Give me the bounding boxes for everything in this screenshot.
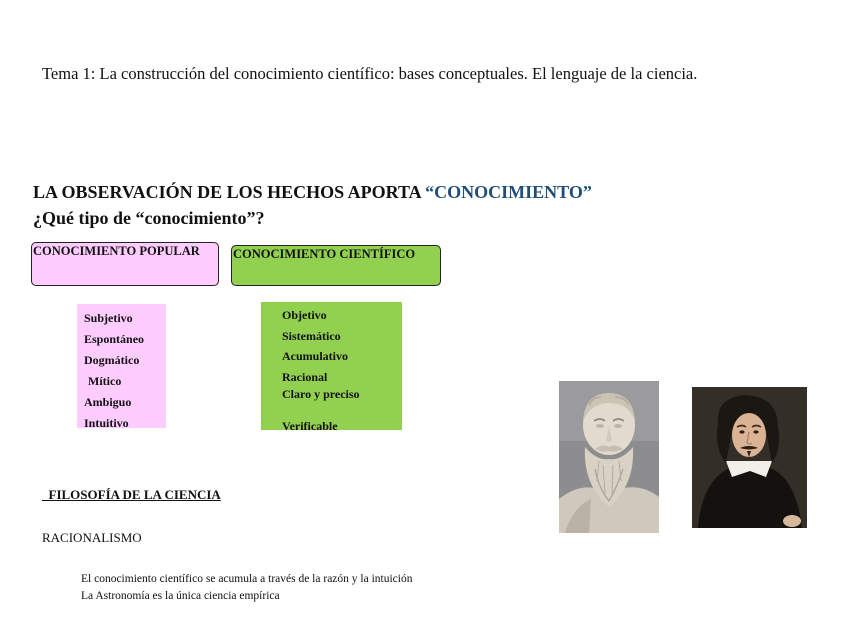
list-item: Objetivo [282,308,327,322]
list-item: Claro y preciso [282,387,360,401]
descartes-portrait-image [692,387,807,528]
popular-knowledge-title: CONOCIMIENTO POPULAR [33,244,200,258]
scientific-knowledge-box [231,245,441,286]
list-item: Mítico [88,374,122,388]
list-item: Acumulativo [282,349,348,363]
body-line: La Astronomía es la única ciencia empírica [81,590,280,602]
list-item: Subjetivo [84,311,133,325]
list-item: Dogmático [84,353,140,367]
list-item: Verificable [282,419,338,433]
headline [33,182,592,203]
plato-bust-image [559,381,659,533]
popular-traits-list [77,304,166,428]
philosophy-heading-text: FILOSOFÍA DE LA CIENCIA [48,487,221,502]
scientific-traits-list [261,302,402,433]
descartes-portrait-illustration [692,387,807,528]
list-item: Sistemático [282,329,341,343]
popular-knowledge-box [31,242,219,286]
list-item: Racional [282,370,328,384]
philosophy-heading [42,487,221,503]
list-item: Ambiguo [84,395,132,409]
headline-accent: “CONOCIMIENTO” [425,182,592,202]
list-item: Intuitivo [84,416,129,430]
plato-bust-illustration [559,381,659,533]
headline-main: LA OBSERVACIÓN DE LOS HECHOS APORTA [33,182,426,202]
scientific-knowledge-title: CONOCIMIENTO CIENTÍFICO [233,247,416,261]
rationalism-heading: RACIONALISMO [42,530,142,545]
topic-title: Tema 1: La construcción del conocimiento científico: bases conceptuales. El lenguaje de la ciencia. [42,64,698,83]
list-item: Espontáneo [84,332,145,346]
question: ¿Qué tipo de “conocimiento”? [33,208,265,228]
body-line: El conocimiento científico se acumula a través de la razón y la intuición [81,573,413,585]
